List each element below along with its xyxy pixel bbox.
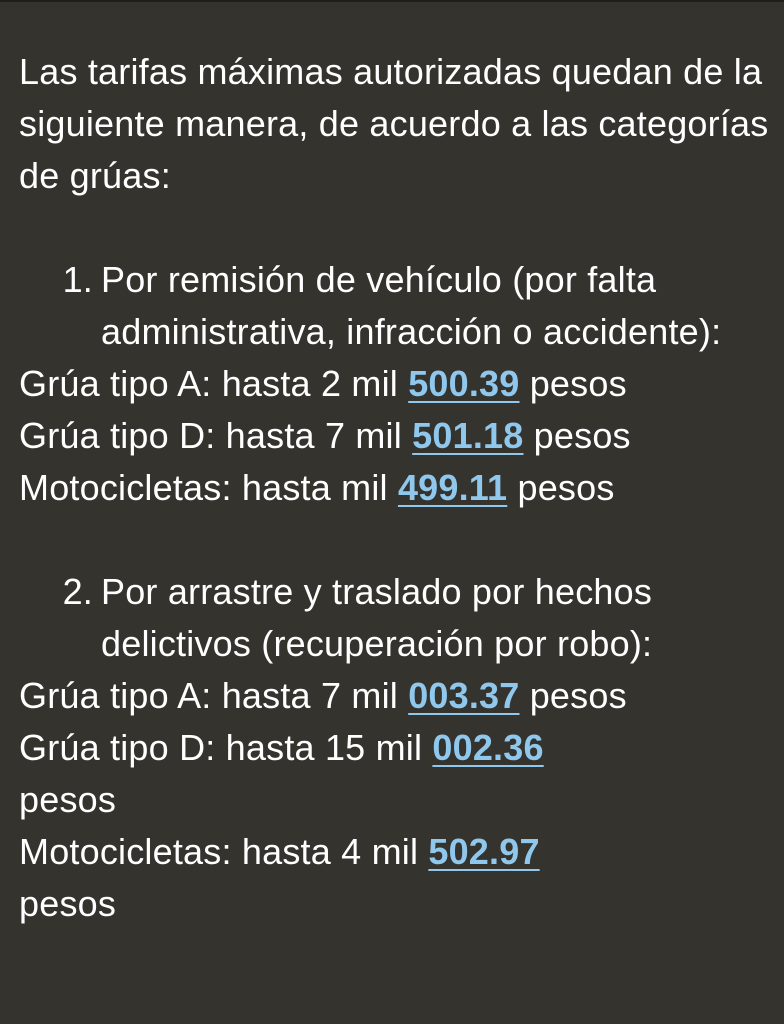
list-number: 2.: [62, 571, 93, 612]
rate-unit: pesos: [523, 415, 631, 456]
amount-link[interactable]: 003.37: [408, 675, 520, 716]
rate-line: [19, 826, 769, 930]
amount-link[interactable]: 500.39: [408, 363, 520, 404]
rate-line: [19, 722, 769, 826]
blank-line: [19, 514, 769, 566]
blank-line: [19, 202, 769, 254]
rate-line: [19, 410, 769, 462]
rate-label: Grúa tipo A: hasta 7 mil: [19, 675, 409, 716]
list-item-title: Por remisión de vehículo (por falta administrativa, infracción o accidente):: [101, 259, 722, 352]
rate-unit: pesos: [519, 675, 627, 716]
amount-link[interactable]: 502.97: [428, 831, 540, 872]
message-body: [19, 46, 769, 930]
list-number: 1.: [62, 259, 93, 300]
intro-paragraph: Las tarifas máximas autorizadas quedan de la siguiente manera, de acuerdo a las categorías de grúas:: [19, 51, 769, 196]
rate-label: Grúa tipo A: hasta 2 mil: [19, 363, 409, 404]
list-item-remision: [19, 254, 769, 358]
rate-line: [19, 462, 769, 514]
rate-label: Motocicletas: hasta 4 mil: [19, 831, 429, 872]
rate-line: [19, 358, 769, 410]
rate-unit: pesos: [519, 363, 627, 404]
rate-unit: pesos: [507, 467, 615, 508]
rate-label: Grúa tipo D: hasta 15 mil: [19, 727, 433, 768]
rate-label: Grúa tipo D: hasta 7 mil: [19, 415, 413, 456]
rate-unit: pesos: [19, 883, 117, 924]
list-item-arrastre: [19, 566, 769, 670]
amount-link[interactable]: 002.36: [432, 727, 544, 768]
rate-line: [19, 670, 769, 722]
rate-label: Motocicletas: hasta mil: [19, 467, 398, 508]
list-item-title: Por arrastre y traslado por hechos delictivos (recuperación por robo):: [101, 571, 653, 664]
rate-unit: pesos: [19, 779, 117, 820]
amount-link[interactable]: 499.11: [397, 467, 508, 508]
amount-link[interactable]: 501.18: [412, 415, 524, 456]
